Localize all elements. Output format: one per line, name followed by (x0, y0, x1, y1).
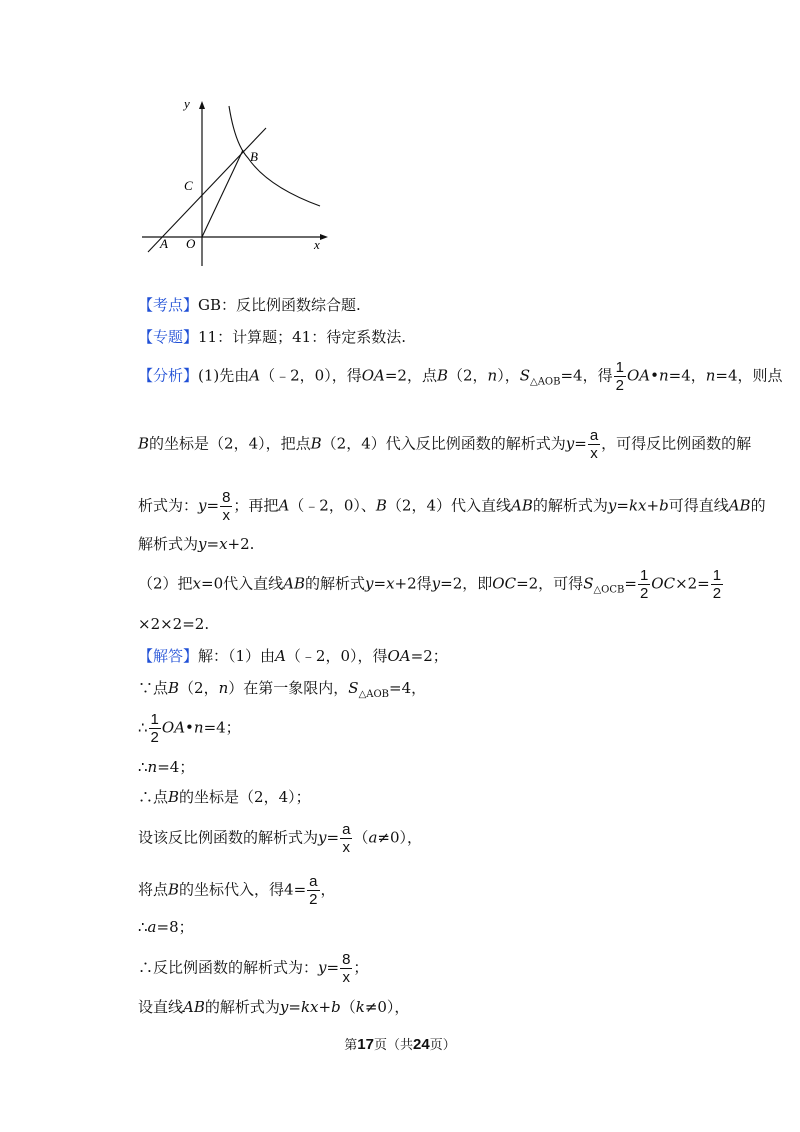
var: B (138, 434, 150, 453)
fraction (614, 360, 626, 393)
jieda-line-3 (138, 712, 241, 745)
text: 的解析式为 (204, 998, 280, 1016)
jieda-line-10 (138, 996, 409, 1018)
fenxi-line-3 (138, 490, 766, 523)
denominator: x (342, 969, 350, 986)
text: 解：（1）由 (198, 647, 276, 665)
var: n (487, 366, 498, 385)
y-label: y (184, 96, 190, 111)
var: x (192, 574, 202, 593)
y-axis-arrow (199, 101, 205, 109)
subscript: △OCB (593, 584, 625, 596)
hyperbola-curve (229, 106, 320, 206)
kaodian-text: GB：反比例函数综合题. (198, 296, 361, 314)
text: ∴点 (138, 788, 169, 806)
jieda-line-7 (138, 874, 336, 907)
text: = (288, 998, 301, 1016)
text: + (318, 998, 332, 1016)
text: 的解析式 (305, 574, 366, 593)
jieda-line-9 (138, 952, 368, 985)
var: b (331, 998, 341, 1016)
text: =4； (203, 718, 241, 737)
var: y (318, 828, 327, 847)
text: +2得 (394, 574, 432, 593)
var: OC (651, 574, 676, 593)
var: k (355, 998, 365, 1016)
var: S (348, 679, 359, 697)
text: + (646, 496, 660, 515)
text: 可得直线 (668, 496, 729, 515)
var: AB (183, 998, 205, 1016)
numerator: 1 (639, 567, 649, 584)
text: （ (353, 828, 369, 847)
var: a (147, 918, 157, 936)
var: A (249, 366, 261, 385)
var: A (278, 496, 290, 515)
var: B (310, 434, 322, 453)
var: AB (283, 574, 305, 593)
text: ∴ (138, 758, 148, 776)
var: y (431, 574, 441, 593)
footer-text: 页） (429, 1038, 456, 1053)
var: y (565, 434, 575, 453)
numerator: a (342, 821, 351, 838)
jieda-line-2 (138, 677, 426, 706)
text: 解析式为 (138, 535, 199, 553)
text: 设直线 (138, 998, 184, 1016)
page-number: 17 (357, 1036, 374, 1053)
text: =4，得 (560, 366, 613, 385)
function-graph (138, 92, 338, 267)
numerator: 1 (712, 567, 722, 584)
var: B (168, 679, 180, 697)
var: OA (626, 366, 651, 385)
text: （2， (179, 679, 219, 697)
fraction (638, 568, 650, 601)
text: （2，4）代入反比例函数的解析式为 (321, 434, 566, 453)
jieda-line-5 (138, 786, 311, 808)
line-ab (148, 128, 266, 252)
text: （﹣2，0），得 (285, 647, 388, 665)
text: （2， (448, 366, 488, 385)
numerator: a (589, 427, 599, 444)
fenxi-tag: 【分析】 (138, 366, 199, 385)
fraction (588, 428, 600, 461)
text: ∵点 (138, 679, 169, 697)
text: =2，即 (440, 574, 493, 593)
subscript: △AOB (358, 689, 390, 700)
var: x (219, 535, 228, 553)
var: OA (161, 718, 186, 737)
jieda-tag: 【解答】 (138, 647, 199, 665)
var: B (168, 880, 180, 899)
denominator: x (222, 507, 230, 524)
denominator: 2 (150, 729, 159, 746)
text: ≠0）， (364, 998, 410, 1016)
text: ∴ (138, 918, 148, 936)
var: A (275, 647, 286, 665)
text: （﹣2，0），得 (260, 366, 362, 385)
fraction (307, 874, 319, 907)
text: = (206, 496, 220, 515)
point-c-label: C (184, 178, 193, 193)
denominator: 2 (639, 585, 649, 602)
page-footer (0, 1034, 800, 1053)
text: 析式为： (138, 496, 199, 515)
text: = (206, 535, 220, 553)
fraction (149, 712, 161, 745)
numerator: a (309, 873, 318, 890)
text: 的解析式为 (532, 496, 608, 515)
var: y (318, 958, 327, 977)
text: =8； (156, 918, 194, 936)
text: = (624, 574, 637, 593)
kaodian-line (138, 294, 361, 316)
text: =2，点 (384, 366, 437, 385)
footer-text: 第 (344, 1038, 358, 1053)
var: n (218, 679, 229, 697)
var: y (198, 535, 207, 553)
jieda-line-1 (138, 645, 448, 667)
var: B (436, 366, 448, 385)
zhuanti-line (138, 326, 406, 348)
point-b-label: B (250, 149, 258, 164)
text: =4， (668, 366, 706, 385)
text: ， (320, 880, 336, 899)
text: 的坐标代入，得4= (179, 880, 307, 899)
x-label: x (314, 237, 320, 252)
text: 设该反比例函数的解析式为 (138, 828, 319, 847)
text: (1)先由 (198, 366, 250, 385)
text: = (574, 434, 587, 453)
var: y (365, 574, 374, 593)
var: B (168, 788, 180, 806)
text: ×2= (675, 574, 710, 593)
numerator: 1 (150, 711, 159, 728)
text: ≠0）， (377, 828, 423, 847)
jieda-line-4 (138, 756, 194, 778)
var: kx (628, 496, 647, 515)
var: a (368, 828, 378, 847)
fenxi-line-4 (138, 533, 254, 555)
footer-text: 页（共 (373, 1038, 413, 1053)
text: =2，可得 (516, 574, 584, 593)
text: • (185, 718, 194, 737)
text: ，可得反比例函数的解 (601, 434, 752, 453)
subscript: △AOB (530, 376, 561, 388)
fenxi-line-2 (138, 428, 751, 461)
fraction (711, 568, 723, 601)
text: （﹣2，0）、 (289, 496, 376, 515)
text: 将点 (138, 880, 169, 899)
text: = (326, 958, 340, 977)
text: =0代入直线 (201, 574, 284, 593)
numerator: 8 (342, 951, 351, 968)
var: S (519, 366, 531, 385)
var: y (607, 496, 617, 515)
total-pages: 24 (413, 1036, 430, 1053)
var: AB (728, 496, 751, 515)
text: ； (353, 958, 369, 977)
var: kx (300, 998, 319, 1016)
text: =2； (410, 647, 448, 665)
text: = (326, 828, 340, 847)
var: OC (492, 574, 517, 593)
origin-label: O (186, 236, 196, 251)
text: ；再把 (233, 496, 279, 515)
kaodian-tag: 【考点】 (138, 296, 199, 314)
text: （2，4）代入直线 (386, 496, 511, 515)
var: B (375, 496, 387, 515)
var: OA (387, 647, 411, 665)
text: 的坐标是（2，4），把点 (149, 434, 311, 453)
text: =4； (157, 758, 195, 776)
text: =4， (389, 679, 427, 697)
text: = (616, 496, 629, 515)
denominator: x (590, 445, 598, 462)
denominator: 2 (712, 585, 722, 602)
fraction (340, 822, 352, 855)
jieda-line-8 (138, 916, 194, 938)
zhuanti-tag: 【专题】 (138, 328, 199, 346)
segment-ob (202, 150, 243, 237)
denominator: 2 (309, 891, 318, 908)
var: b (659, 496, 669, 515)
jieda-line-6 (138, 822, 422, 855)
var: y (198, 496, 207, 515)
numerator: 8 (222, 489, 231, 506)
text: = (373, 574, 387, 593)
text: +2. (227, 535, 255, 553)
x-axis-arrow (320, 234, 328, 240)
text: （ (340, 998, 356, 1016)
var: n (658, 366, 669, 385)
denominator: 2 (615, 377, 624, 394)
fraction (340, 952, 352, 985)
text: 的坐标是（2，4）； (179, 788, 311, 806)
var: n (193, 718, 204, 737)
text: ）在第一象限内， (228, 679, 349, 697)
text: 的 (750, 496, 766, 515)
point-a-label: A (160, 236, 168, 251)
text: =4，则点 (715, 366, 783, 385)
var: n (147, 758, 158, 776)
fraction (220, 490, 232, 523)
fenxi-line-1 (138, 360, 783, 394)
zhuanti-text: 11：计算题；41：待定系数法. (198, 328, 406, 346)
denominator: x (342, 839, 350, 856)
var: S (583, 574, 594, 593)
var: x (386, 574, 395, 593)
var: AB (511, 496, 533, 515)
text: • (650, 366, 659, 385)
fenxi-line-5 (138, 568, 724, 602)
numerator: 1 (615, 359, 624, 376)
text: ∴ (138, 718, 148, 737)
text: ×2×2=2. (138, 615, 210, 633)
text: ∴反比例函数的解析式为： (138, 958, 319, 977)
fenxi-line-6 (138, 613, 209, 635)
text: （2）把 (138, 574, 193, 593)
var: OA (361, 366, 385, 385)
text: ）， (497, 366, 520, 385)
var: y (279, 998, 289, 1016)
var: n (705, 366, 716, 385)
